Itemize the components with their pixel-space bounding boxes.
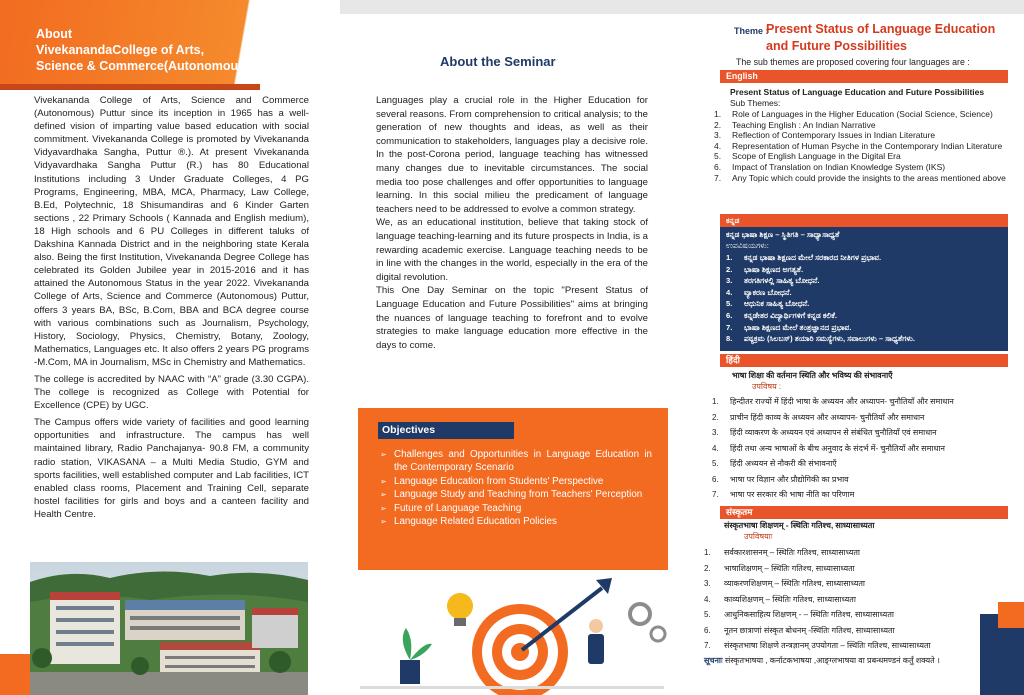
hindi-list xyxy=(712,394,1012,503)
item-text: Any Topic which could provide the insights to the areas mentioned above xyxy=(732,172,1006,183)
objectives-box xyxy=(358,408,668,570)
item-number: 1. xyxy=(712,397,719,406)
item-text: Scope of English Language in the Digital Era xyxy=(732,151,901,162)
item-text: भाषा पर सरकार की भाषा नीति का परिणाम xyxy=(730,490,855,499)
english-list xyxy=(712,109,1008,183)
list-item xyxy=(704,638,1014,654)
themes-panel xyxy=(684,0,1024,695)
list-item xyxy=(726,298,1004,310)
objective-item: ➢ Challenges and Opportunities in Language Education in the Contemporary Scenario xyxy=(380,448,652,475)
plant-pot-icon xyxy=(400,660,420,684)
item-number: 4. xyxy=(714,140,722,151)
kannada-list xyxy=(726,252,1004,345)
campus-photo xyxy=(30,562,308,695)
seminar-paragraph: This One Day Seminar on the topic "Present Status of Language Education and Future Possibilities" aims at bringing the nuances of language teaching to forefront and to evolve strategies to make language education more effective in the days to come. xyxy=(376,285,648,351)
item-text: ಭಾಷಾ ಶಿಕ್ಷಣದ ಮೇಲೆ ತಂತ್ರಜ್ಞಾನದ ಪ್ರಭಾವ. xyxy=(744,322,852,332)
college-title-line: About xyxy=(36,27,73,41)
list-item xyxy=(712,456,1012,472)
item-text: Role of Languages in the Higher Education (Social Science, Science) xyxy=(732,109,993,119)
item-text: नूतन छात्राणां संस्कृत बोधनम् -स्थितिः गतिश्च, साध्यासाध्यता xyxy=(724,625,895,635)
list-item xyxy=(712,130,1008,141)
item-number: 3. xyxy=(704,579,711,588)
list-item xyxy=(726,264,1004,276)
list-item xyxy=(712,162,1008,173)
objective-item: ➢ Language Related Education Policies xyxy=(380,515,652,528)
top-gray-bar xyxy=(340,0,684,14)
objective-item: ➢ Language Education from Students' Perspective xyxy=(380,475,652,488)
english-subhead: Sub Themes: xyxy=(730,98,781,108)
item-number: 1. xyxy=(704,548,711,557)
kannada-section xyxy=(720,214,1008,351)
list-item xyxy=(712,410,1012,426)
person-icon xyxy=(588,634,604,664)
hindi-section xyxy=(712,370,1012,503)
item-number: 5. xyxy=(714,151,722,162)
item-text: ಭಾಷಾ ಶಿಕ್ಷಣದ ಅಗತ್ಯತೆ. xyxy=(744,264,804,274)
english-head: Present Status of Language Education and Future Possibilities xyxy=(730,87,985,97)
decorative-corner xyxy=(998,602,1024,628)
item-number: 4. xyxy=(712,443,719,453)
objectives-title: Objectives xyxy=(378,422,514,439)
objective-item: ➢ Language Study and Teaching from Teachers' Perception xyxy=(380,488,652,501)
item-number: 1. xyxy=(714,109,722,119)
list-item xyxy=(726,322,1004,334)
item-text: Reflection of Contemporary Issues in Indian Literature xyxy=(732,130,936,141)
list-item xyxy=(726,333,1004,345)
list-item xyxy=(712,472,1012,488)
item-number: 4. xyxy=(726,287,733,297)
seminar-paragraph: We, as an educational institution, believe that taking stock of language teaching-learning and its future prospects in India, is a rewarding academic exercise. Language teaching needs to be in line with the changes in the world, especially in the era of the digital revolution. xyxy=(376,217,648,283)
list-item xyxy=(712,441,1012,457)
item-number: 3. xyxy=(726,276,733,286)
item-number: 8. xyxy=(726,334,733,344)
sanskrit-section xyxy=(704,520,1014,667)
note-text: संस्कृतभाषया , कर्नाटकभाषया ,आङ्ग्लभाषया वा प्रबन्धमण्डनं कर्तुं शक्यते । xyxy=(722,655,940,665)
item-number: 2. xyxy=(704,563,711,573)
item-text: ಕನ್ನಡೇತರ ವಿದ್ಯಾರ್ಥಿಗಳಿಗೆ ಕನ್ನಡ ಕಲಿಕೆ. xyxy=(744,310,837,320)
item-text: प्राचीन हिंदी काव्य के अध्ययन और अध्यापन- चुनौतियाँ और समाधान xyxy=(730,412,925,422)
theme-title-line: and Future Possibilities xyxy=(766,39,907,53)
objective-item: ➢ Future of Language Teaching xyxy=(380,502,652,515)
item-number: 4. xyxy=(704,594,711,604)
list-item xyxy=(726,287,1004,299)
list-item xyxy=(704,592,1014,608)
seminar-heading: About the Seminar xyxy=(440,54,556,69)
item-text: Impact of Translation on Indian Knowledge System (IKS) xyxy=(732,161,946,172)
hindi-head: भाषा शिक्षा की वर्तमान स्थिति और भविष्य की संभावनाएँ xyxy=(732,371,893,380)
college-paragraph: The Campus offers wide variety of facilities and good learning opportunities and infrastructure. The campus has well maintained library, Radio Panchajanya- 90.8 FM, a community radio station, VIKASANA – a Multi Media Studio, GYM and sports facilities, well established computer and Lab facilities, ICT enabled class rooms, Placement and Training Cell, separate hostel facilities for girls and boys and a canteen facility and Health Centre. xyxy=(34,417,309,520)
theme-label: Theme : xyxy=(734,26,769,36)
kannada-tag: ಕನ್ನಡ xyxy=(720,214,1008,227)
kannada-head: ಕನ್ನಡ ಭಾಷಾ ಶಿಕ್ಷಣ – ಸ್ಥಿತಿಗತಿ – ಸಾಧ್ಯಾಸಾಧ್ಯತೆ xyxy=(726,230,840,239)
item-number: 7. xyxy=(712,490,719,499)
item-text: भाषा पर विज्ञान और प्रौद्योगिकी का प्रभाव xyxy=(730,474,849,484)
list-item xyxy=(712,394,1012,410)
sanskrit-list xyxy=(704,545,1014,654)
item-text: हिंदी अध्ययन से नौकरी की संभावनाएँ xyxy=(730,459,837,468)
item-number: 2. xyxy=(726,264,733,274)
list-item xyxy=(726,252,1004,264)
list-item xyxy=(704,545,1014,561)
sanskrit-tag: संस्कृतम xyxy=(720,506,1008,519)
hindi-tag: हिंदी xyxy=(720,354,1008,367)
sanskrit-subhead: उपविषयाः xyxy=(744,532,773,541)
target-illustration xyxy=(340,574,684,695)
theme-title-line: Present Status of Language Education xyxy=(766,22,996,36)
objectives-list xyxy=(380,448,652,528)
list-item xyxy=(704,607,1014,623)
about-college-panel xyxy=(0,0,340,695)
english-section xyxy=(712,87,1008,183)
item-text: संस्कृतभाषा शिक्षणे तन्त्रज्ञानम् उपयोगता – स्थितिः गतिश्च, साध्यासाध्यता xyxy=(724,641,931,650)
item-text: ತರಗತಿಗಳಲ್ಲಿ ಸಾಹಿತ್ಯ ಬೋಧನೆ. xyxy=(744,276,820,286)
english-tag: English xyxy=(720,70,1008,83)
item-number: 6. xyxy=(712,474,719,484)
item-text: व्याकरणशिक्षणम् – स्थितिः गतिश्च, साध्यासाध्यता xyxy=(724,579,865,588)
college-paragraph: The college is accredited by NAAC with “A” grade (3.30 CGPA). The college is recognized as College with Potential for Excellence (CPE) by UGC. xyxy=(34,373,309,412)
item-number: 5. xyxy=(726,299,733,309)
list-item xyxy=(704,576,1014,592)
item-number: 1. xyxy=(726,253,733,262)
item-text: भाषाशिक्षणम् – स्थितिः गतिश्च, साध्यासाध्यता xyxy=(724,563,855,573)
sanskrit-note xyxy=(704,655,1014,667)
item-text: हिंदी तथा अन्य भाषाओं के बीच अनुवाद के संदर्भ में- चुनौतियाँ और समाधान xyxy=(730,443,945,453)
sub-themes-note: The sub themes are proposed covering four languages are : xyxy=(736,57,970,67)
list-item xyxy=(712,173,1008,184)
item-number: 7. xyxy=(704,641,711,650)
list-item xyxy=(712,425,1012,441)
decorative-corner xyxy=(0,654,30,695)
item-number: 2. xyxy=(712,412,719,422)
note-label: सूचनाः xyxy=(704,655,723,665)
college-paragraph: Vivekananda College of Arts, Science and Commerce (Autonomous) Puttur since its inception in 1965 has a well-defined vision of imparting value based education with social commitment. Vivekananda College is promoted by Vivekananda Vidyavardhaka Sangha, Puttur ®.). At present Vivekananda Vidyavardhaka Sangha Puttur (R.) has 80 Educational Institutions including 3 Under Graduate Colleges, 4 PG Programs, Engineering, MBA, MCA, Pharmacy, Law College, B.Ed, Polytechnic, 18 Shisumandiras and 6 Kinder Garten sections , 22 Primary Schools ( Kannada and English medium), 18 High schools and 6 PU Colleges in different taluks of Dakshina Kannada District and in the neighboring state Kerala also. Being the first Institution, Vivekananda Degree College has celebrated its Golden Jubilee year in 2015-2016 and it has attained the Autonomous Status in the year 2022. Vivekananda College of Arts, Science and Commerce (Autonomous) Puttur, offers 3 years BA, BSc, B.Com, BBA and BCA degree course with various combinations such as Journalism, Psychology, History, Sociology, Physics, Chemistry, Botany, Zoology, Mathematics, Languages etc. It also offers 2 years PG programs -M.Com, MA in Journalism, MSc in Chemistry and Mathematics. xyxy=(34,95,309,368)
college-title-line: VivekanandaCollege of Arts, xyxy=(36,43,205,57)
seminar-description xyxy=(376,94,648,352)
list-item xyxy=(726,275,1004,287)
lightbulb-icon xyxy=(447,593,473,619)
list-item xyxy=(712,141,1008,152)
item-text: हिन्दीतर राज्यों में हिंदी भाषा के अध्ययन और अध्यापन- चुनौतियाँ और समाधान xyxy=(730,397,954,406)
item-text: काव्यशिक्षणम् – स्थितिः गतिश्च, साध्यासाध्यता xyxy=(724,594,856,604)
header-stripe xyxy=(0,84,260,90)
item-number: 7. xyxy=(726,322,733,332)
item-number: 6. xyxy=(714,161,722,172)
college-title-line: Science & Commerce(Autonomous) xyxy=(36,59,250,73)
item-number: 2. xyxy=(714,119,722,130)
list-item xyxy=(712,151,1008,162)
item-number: 5. xyxy=(704,610,711,619)
item-text: आधुनिकसाहित्य शिक्षणम् - – स्थितिः गतिश्च, साध्यासाध्यता xyxy=(724,610,894,619)
campus-aerial-image xyxy=(30,562,308,695)
kannada-subhead: ಉಪವಿಷಯಗಳು: xyxy=(726,241,769,250)
item-text: सर्वकारशासनम् – स्थितिः गतिश्च, साध्यासाध्यता xyxy=(724,548,861,557)
item-number: 6. xyxy=(726,310,733,320)
list-item xyxy=(712,487,1012,503)
item-text: ಆಧುನಿಕ ಸಾಹಿತ್ಯ ಬೋಧನೆ. xyxy=(744,299,810,309)
list-item xyxy=(704,561,1014,577)
item-text: हिंदी व्याकरण के अध्ययन एवं अध्यापन से संबंधित चुनौतियाँ एवं समाधान xyxy=(730,428,937,437)
list-item xyxy=(712,120,1008,131)
item-number: 6. xyxy=(704,625,711,635)
seminar-paragraph: Languages play a crucial role in the Higher Education for several reasons. From comprehension to critical analysis; to the generation of new thoughts and ideas, as well as their communication to stakeholders, languages play a decisive role. In the post-Corona period, language teaching has witnessed many changes due to inevitable circumstances. The social media too pose challenges and offer opportunities to language learning. In this social milieu the predicament of language teachers need to be addressed to evolve a common strategy. xyxy=(376,95,648,215)
item-number: 3. xyxy=(714,130,722,141)
item-text: ಪಠ್ಯಕ್ರಮ (ಸಿಲಬಸ್) ತಯಾರಿ ಸಮಸ್ಯೆಗಳು, ಸವಾಲುಗಳು – ಸಾಧ್ಯತೆಗಳು. xyxy=(744,334,915,344)
item-number: 5. xyxy=(712,459,719,468)
item-text: ಕನ್ನಡ ಭಾಷಾ ಶಿಕ್ಷಣದ ಮೇಲೆ ಸರಕಾರದ ನೀತಿಗಳ ಪ್ರಭಾವ. xyxy=(744,253,882,262)
list-item xyxy=(704,623,1014,639)
college-title xyxy=(36,26,266,74)
item-text: Teaching English : An Indian Narrative xyxy=(732,119,876,130)
item-number: 7. xyxy=(714,172,722,183)
list-item xyxy=(726,310,1004,322)
about-seminar-panel xyxy=(340,0,684,695)
sanskrit-head: संस्कृतभाषा शिक्षणम् - स्थितिः गतिश्च, साध्यासाध्यता xyxy=(724,521,875,530)
item-text: Representation of Human Psyche in the Contemporary Indian Literature xyxy=(732,140,1003,151)
item-number: 3. xyxy=(712,428,719,437)
theme-title xyxy=(766,21,996,55)
item-text: ವ್ಯಾಕರಣ ಬೋಧನೆ. xyxy=(744,287,792,297)
top-gray-bar xyxy=(684,0,1024,14)
hindi-subhead: उपविषय : xyxy=(752,382,782,391)
list-item xyxy=(712,109,1008,120)
college-description xyxy=(34,94,309,525)
